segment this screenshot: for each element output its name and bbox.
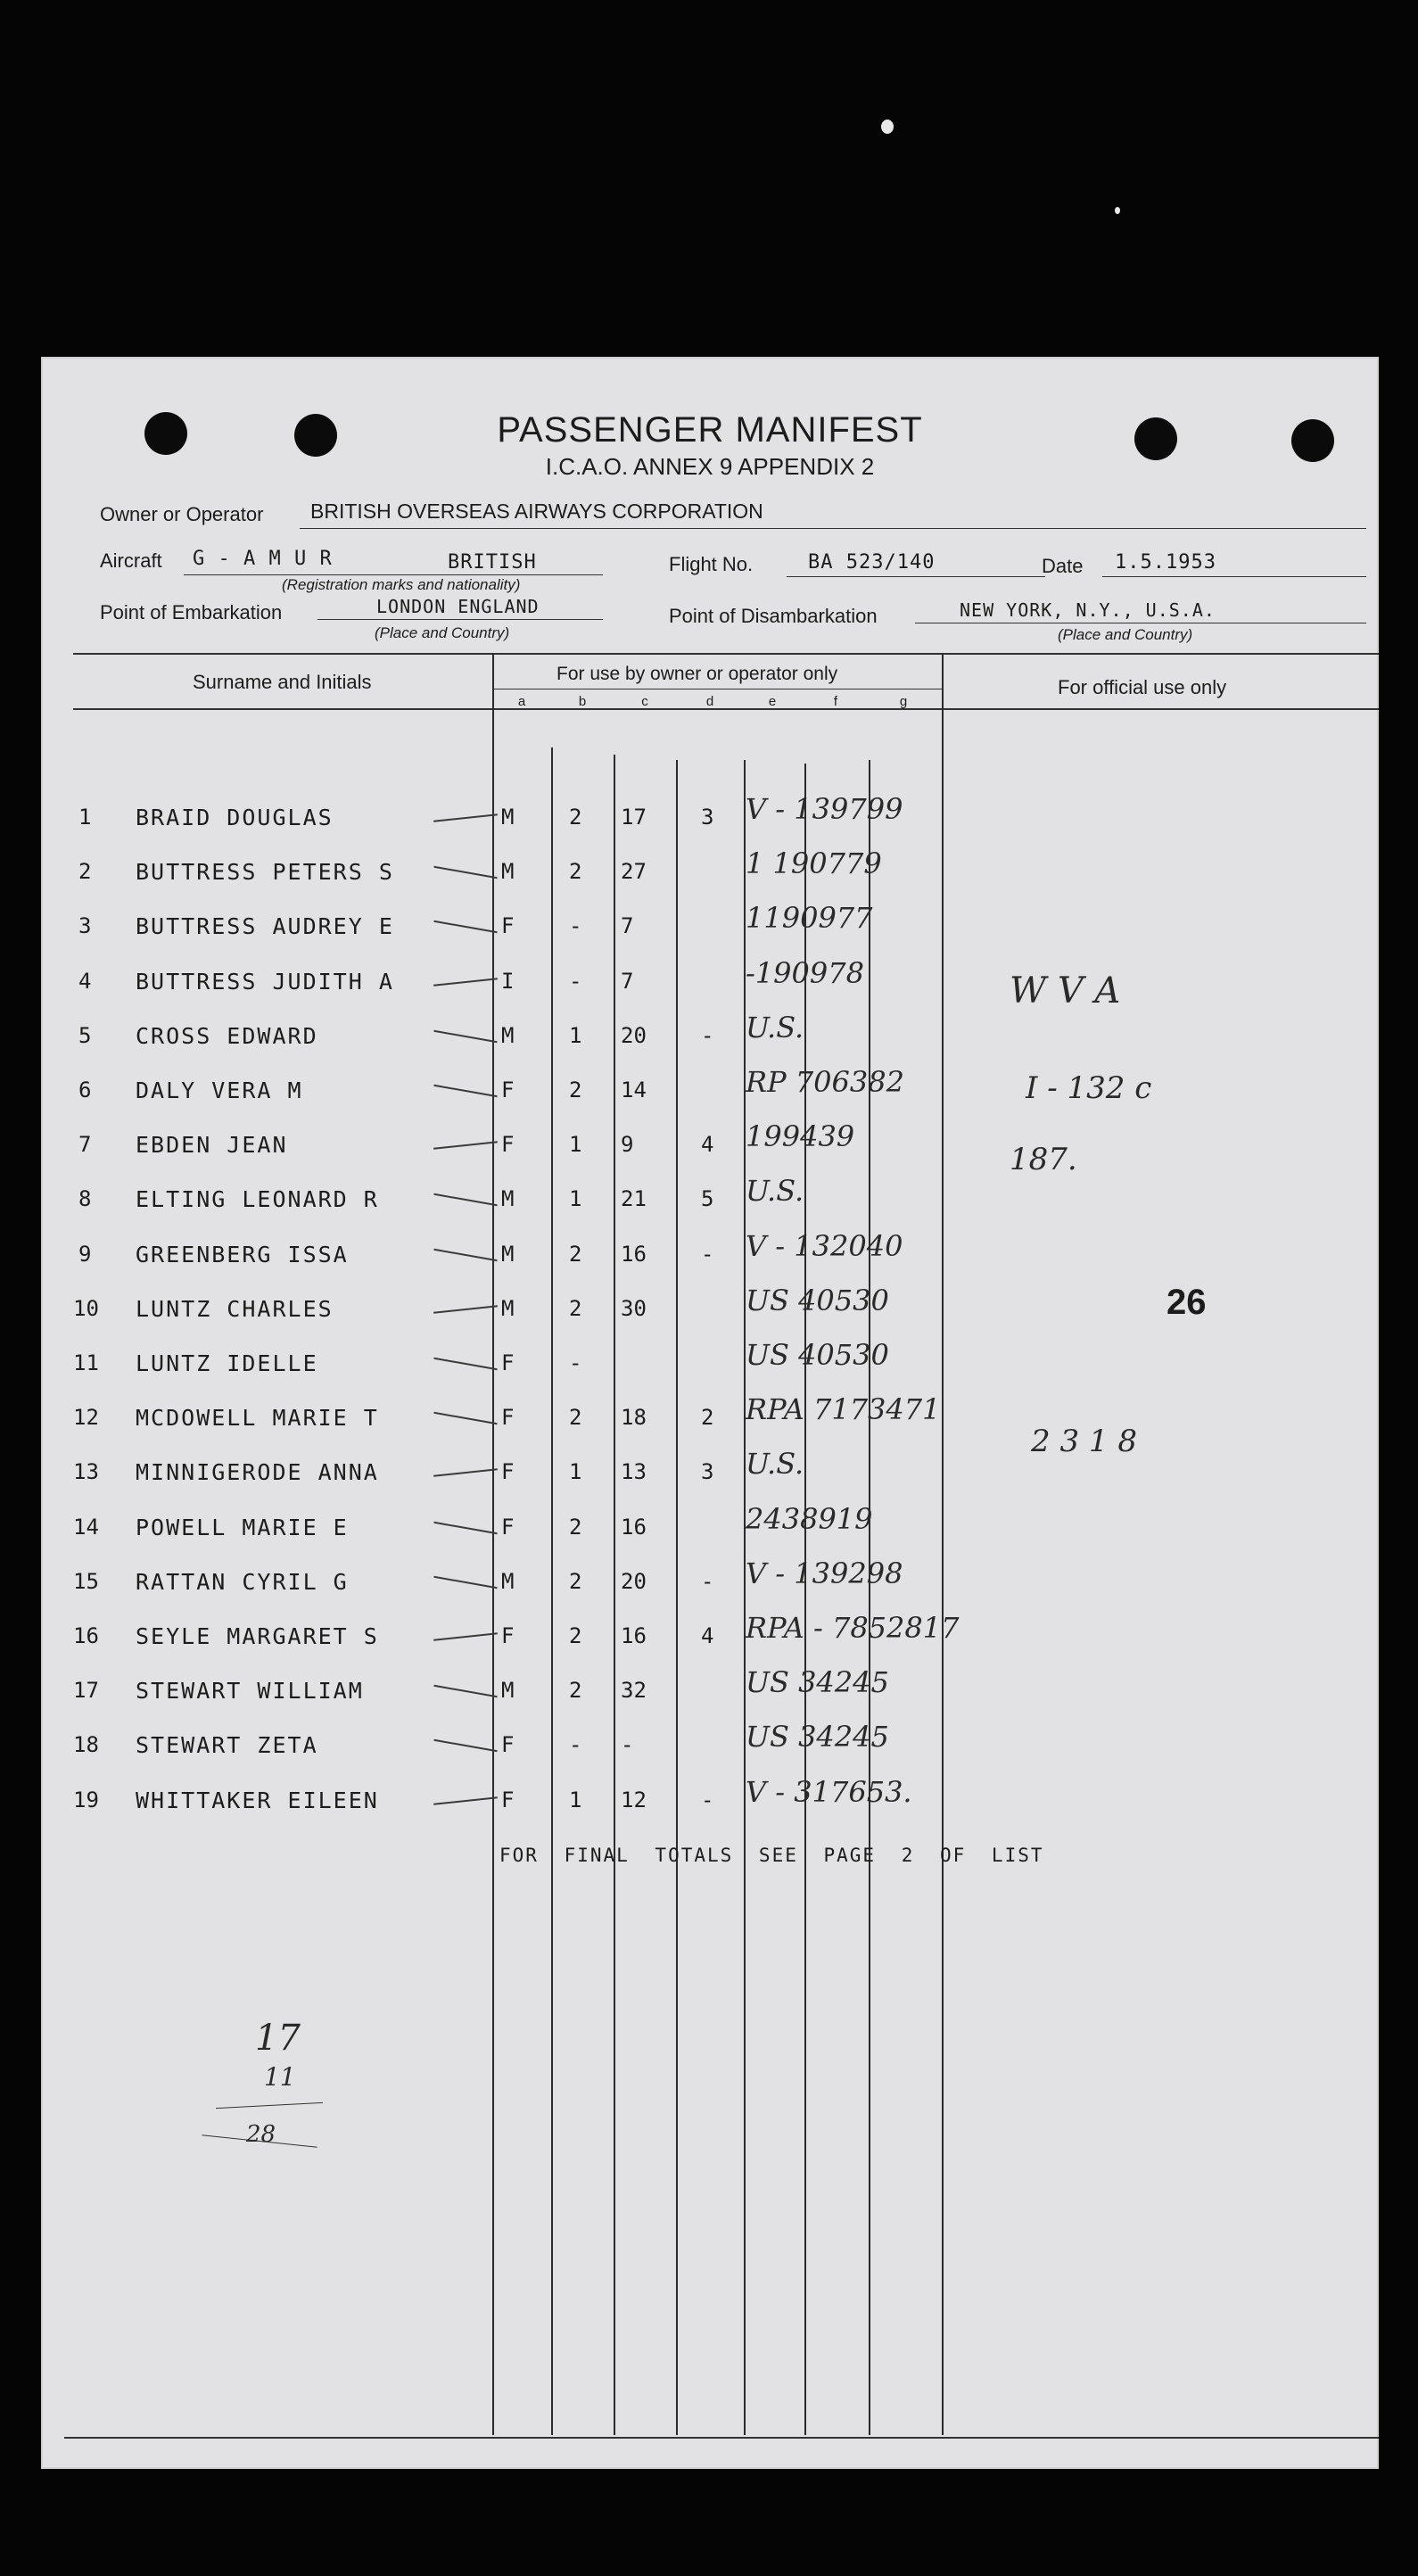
nationality-value: BRITISH bbox=[448, 551, 537, 574]
check-stroke bbox=[433, 1248, 497, 1260]
col-a-sex: M bbox=[501, 1186, 515, 1212]
disembarkation-label: Point of Disambarkation bbox=[669, 605, 878, 627]
passport-handwritten: US 34245 bbox=[746, 1665, 889, 1700]
row-number: 11 bbox=[73, 1350, 99, 1375]
passenger-name: EBDEN JEAN bbox=[136, 1132, 288, 1159]
passport-handwritten: RPA 7173471 bbox=[746, 1392, 941, 1427]
col-c-age: 9 bbox=[621, 1132, 634, 1158]
col-c-age: 12 bbox=[621, 1787, 647, 1812]
col-d-value: - bbox=[701, 1022, 714, 1048]
passport-handwritten: V - 317653. bbox=[746, 1774, 912, 1809]
check-stroke bbox=[433, 921, 497, 933]
passport-handwritten: US 34245 bbox=[746, 1720, 889, 1754]
aircraft-label: Aircraft bbox=[100, 549, 162, 572]
col-b-class: 1 bbox=[569, 1132, 582, 1158]
column-letter-c: c bbox=[641, 694, 648, 709]
row-number: 14 bbox=[73, 1514, 99, 1540]
official-use-header: For official use only bbox=[1058, 676, 1227, 698]
check-stroke bbox=[433, 1685, 497, 1697]
passenger-name: SEYLE MARGARET S bbox=[136, 1623, 379, 1649]
col-b-class: 2 bbox=[569, 1623, 582, 1648]
col-d-value: 3 bbox=[701, 1459, 714, 1485]
col-a-sex: M bbox=[501, 1568, 515, 1594]
col-b-class: 2 bbox=[569, 1241, 582, 1267]
column-letter-e: e bbox=[768, 694, 777, 709]
col-c-age: 7 bbox=[621, 968, 634, 994]
col-c-age: 20 bbox=[621, 1568, 647, 1594]
col-b-class: 2 bbox=[569, 805, 582, 830]
passport-handwritten: US 40530 bbox=[746, 1338, 889, 1372]
passport-handwritten: V - 139298 bbox=[746, 1556, 903, 1590]
col-a-sex: F bbox=[501, 1514, 515, 1540]
col-c-age: 14 bbox=[621, 1077, 647, 1102]
page-title: PASSENGER MANIFEST bbox=[497, 410, 923, 450]
passenger-name: LUNTZ CHARLES bbox=[136, 1295, 334, 1322]
official-note: 2 3 1 8 bbox=[1031, 1424, 1137, 1459]
passport-handwritten: US 40530 bbox=[746, 1283, 889, 1317]
column-letter-b: b bbox=[578, 694, 587, 709]
official-note: I - 132 c bbox=[1026, 1070, 1152, 1106]
passport-handwritten: U.S. bbox=[746, 1010, 804, 1044]
passenger-name: CROSS EDWARD bbox=[136, 1022, 318, 1049]
row-number: 8 bbox=[78, 1186, 92, 1212]
col-c-age: 16 bbox=[621, 1241, 647, 1267]
col-b-class: 2 bbox=[569, 1295, 582, 1321]
check-stroke bbox=[433, 1085, 497, 1097]
col-d-value: 4 bbox=[701, 1132, 714, 1158]
row-number: 7 bbox=[78, 1132, 92, 1158]
col-b-class: 1 bbox=[569, 1787, 582, 1812]
col-d-value: 4 bbox=[701, 1623, 714, 1648]
col-b-class: 1 bbox=[569, 1186, 582, 1212]
check-stroke bbox=[433, 1521, 497, 1533]
col-b-class: 2 bbox=[569, 1077, 582, 1102]
row-number: 13 bbox=[73, 1459, 99, 1485]
check-stroke bbox=[433, 1141, 498, 1150]
col-a-sex: M bbox=[501, 1241, 515, 1267]
row-number: 15 bbox=[73, 1568, 99, 1594]
passenger-name: POWELL MARIE E bbox=[136, 1514, 349, 1540]
row-number: 12 bbox=[73, 1405, 99, 1431]
embarkation-label: Point of Embarkation bbox=[100, 601, 283, 623]
column-letter-g: g bbox=[899, 694, 908, 709]
page-subtitle: I.C.A.O. ANNEX 9 APPENDIX 2 bbox=[545, 453, 875, 480]
passport-handwritten: 2438919 bbox=[746, 1501, 873, 1536]
passenger-name: MINNIGERODE ANNA bbox=[136, 1459, 379, 1486]
page-badge: 26 bbox=[1167, 1283, 1207, 1322]
manifest-sheet bbox=[41, 357, 1379, 2469]
official-note: W V A bbox=[1010, 970, 1121, 1011]
column-rule bbox=[942, 653, 944, 2435]
check-stroke bbox=[433, 1305, 498, 1314]
footer-note: FOR FINAL TOTALS SEE PAGE 2 OF LIST bbox=[499, 1845, 1044, 1866]
scan-speck bbox=[1115, 207, 1120, 214]
passport-handwritten: V - 132040 bbox=[746, 1228, 903, 1263]
row-number: 18 bbox=[73, 1732, 99, 1758]
passport-handwritten: RPA - 7852817 bbox=[746, 1611, 960, 1645]
passenger-name: DALY VERA M bbox=[136, 1077, 303, 1103]
col-a-sex: M bbox=[501, 805, 515, 830]
col-c-age: 30 bbox=[621, 1295, 647, 1321]
passenger-name: GREENBERG ISSA bbox=[136, 1241, 349, 1267]
embarkation-note: (Place and Country) bbox=[375, 624, 510, 641]
check-stroke bbox=[433, 866, 497, 879]
col-d-value: - bbox=[701, 1568, 714, 1594]
col-c-age: 18 bbox=[621, 1405, 647, 1431]
owner-label: Owner or Operator bbox=[100, 503, 264, 525]
embarkation-value: LONDON ENGLAND bbox=[376, 596, 540, 617]
column-letter-d: d bbox=[705, 694, 714, 709]
owner-use-header: For use by owner or operator only bbox=[556, 664, 838, 684]
col-a-sex: M bbox=[501, 1678, 515, 1704]
flight-value: BA 523/140 bbox=[808, 551, 936, 574]
passport-handwritten: -190978 bbox=[746, 955, 864, 990]
check-stroke bbox=[433, 1576, 497, 1589]
passport-handwritten: 1 190779 bbox=[746, 846, 882, 881]
check-stroke bbox=[433, 1632, 498, 1641]
surname-column-header: Surname and Initials bbox=[193, 671, 372, 693]
col-a-sex: F bbox=[501, 1732, 515, 1758]
passenger-name: LUNTZ IDELLE bbox=[136, 1350, 318, 1376]
col-c-age: 27 bbox=[621, 859, 647, 885]
owner-value: BRITISH OVERSEAS AIRWAYS CORPORATION bbox=[310, 500, 763, 523]
passport-handwritten: 199439 bbox=[746, 1119, 855, 1154]
column-rule bbox=[614, 755, 615, 2435]
column-rule bbox=[869, 760, 870, 2435]
col-b-class: 2 bbox=[569, 1568, 582, 1594]
passenger-name: MCDOWELL MARIE T bbox=[136, 1405, 379, 1432]
col-c-age: 21 bbox=[621, 1186, 647, 1212]
check-stroke bbox=[433, 1358, 497, 1370]
col-b-class: 2 bbox=[569, 1678, 582, 1704]
check-stroke bbox=[433, 978, 498, 987]
disembarkation-note: (Place and Country) bbox=[1058, 626, 1193, 643]
col-c-age: 7 bbox=[621, 913, 634, 939]
col-b-class: 2 bbox=[569, 859, 582, 885]
row-number: 10 bbox=[73, 1295, 99, 1321]
col-a-sex: F bbox=[501, 1405, 515, 1431]
passenger-name: WHITTAKER EILEEN bbox=[136, 1787, 379, 1813]
row-number: 5 bbox=[78, 1022, 92, 1048]
column-rule bbox=[804, 764, 806, 2435]
check-stroke bbox=[433, 813, 498, 822]
col-b-class: 2 bbox=[569, 1514, 582, 1540]
row-number: 16 bbox=[73, 1623, 99, 1648]
passenger-name: RATTAN CYRIL G bbox=[136, 1568, 349, 1595]
registration-note: (Registration marks and nationality) bbox=[282, 576, 521, 593]
col-c-age: 16 bbox=[621, 1514, 647, 1540]
check-stroke bbox=[433, 1796, 498, 1805]
row-number: 2 bbox=[78, 859, 92, 885]
col-d-value: 2 bbox=[701, 1405, 714, 1431]
col-b-class: - bbox=[569, 1350, 582, 1375]
column-letter-a: a bbox=[517, 694, 526, 709]
date-value: 1.5.1953 bbox=[1115, 551, 1216, 574]
passport-handwritten: U.S. bbox=[746, 1447, 804, 1482]
disembarkation-value: NEW YORK, N.Y., U.S.A. bbox=[960, 599, 1216, 621]
check-stroke bbox=[433, 1030, 497, 1043]
column-rule bbox=[551, 747, 553, 2435]
tally-top: 17 bbox=[255, 2018, 301, 2059]
column-rule bbox=[676, 760, 678, 2435]
row-number: 17 bbox=[73, 1678, 99, 1704]
passenger-name: STEWART WILLIAM bbox=[136, 1678, 364, 1705]
row-number: 4 bbox=[78, 968, 92, 994]
flight-label: Flight No. bbox=[669, 553, 754, 575]
col-d-value: 3 bbox=[701, 805, 714, 830]
col-c-age: 17 bbox=[621, 805, 647, 830]
row-number: 3 bbox=[78, 913, 92, 939]
col-b-class: 1 bbox=[569, 1022, 582, 1048]
col-d-value: 5 bbox=[701, 1186, 714, 1212]
column-rule bbox=[492, 653, 494, 2435]
column-letter-f: f bbox=[833, 694, 838, 709]
tally-mid: 11 bbox=[264, 2062, 296, 2092]
check-stroke bbox=[433, 1412, 497, 1424]
passenger-name: BUTTRESS JUDITH A bbox=[136, 968, 394, 995]
passenger-name: STEWART ZETA bbox=[136, 1732, 318, 1759]
tally-bottom: 28 bbox=[246, 2121, 276, 2148]
col-d-value: - bbox=[701, 1787, 714, 1812]
check-stroke bbox=[433, 1739, 497, 1752]
col-a-sex: M bbox=[501, 859, 515, 885]
col-c-age: 16 bbox=[621, 1623, 647, 1648]
col-a-sex: I bbox=[501, 968, 515, 994]
col-b-class: 2 bbox=[569, 1405, 582, 1431]
row-number: 1 bbox=[78, 805, 92, 830]
col-a-sex: F bbox=[501, 1132, 515, 1158]
col-b-class: 1 bbox=[569, 1459, 582, 1485]
passport-handwritten: U.S. bbox=[746, 1174, 804, 1209]
row-number: 19 bbox=[73, 1787, 99, 1812]
row-number: 9 bbox=[78, 1241, 92, 1267]
row-number: 6 bbox=[78, 1077, 92, 1102]
col-c-age: 20 bbox=[621, 1022, 647, 1048]
passenger-name: BUTTRESS AUDREY E bbox=[136, 913, 394, 940]
col-a-sex: F bbox=[501, 1787, 515, 1812]
aircraft-value: G - A M U R bbox=[193, 548, 333, 570]
official-note: 187. bbox=[1010, 1142, 1077, 1177]
passenger-name: BRAID DOUGLAS bbox=[136, 805, 334, 830]
passport-handwritten: RP 706382 bbox=[746, 1065, 904, 1099]
col-a-sex: M bbox=[501, 1022, 515, 1048]
col-b-class: - bbox=[569, 913, 582, 939]
passenger-name: BUTTRESS PETERS S bbox=[136, 859, 394, 886]
check-stroke bbox=[433, 1193, 497, 1206]
col-a-sex: F bbox=[501, 1459, 515, 1485]
col-c-age: 32 bbox=[621, 1678, 647, 1704]
col-b-class: - bbox=[569, 1732, 582, 1758]
col-a-sex: F bbox=[501, 913, 515, 939]
col-d-value: - bbox=[701, 1241, 714, 1267]
date-label: Date bbox=[1042, 555, 1084, 577]
col-b-class: - bbox=[569, 968, 582, 994]
scan-speck bbox=[881, 120, 894, 134]
check-stroke bbox=[433, 1469, 498, 1478]
col-c-age: 13 bbox=[621, 1459, 647, 1485]
passport-handwritten: V - 139799 bbox=[746, 792, 903, 826]
col-a-sex: F bbox=[501, 1623, 515, 1648]
passport-handwritten: 1190977 bbox=[746, 901, 873, 936]
passenger-name: ELTING LEONARD R bbox=[136, 1186, 379, 1213]
col-a-sex: F bbox=[501, 1350, 515, 1375]
col-a-sex: M bbox=[501, 1295, 515, 1321]
col-a-sex: F bbox=[501, 1077, 515, 1102]
col-c-age: - bbox=[621, 1732, 634, 1758]
